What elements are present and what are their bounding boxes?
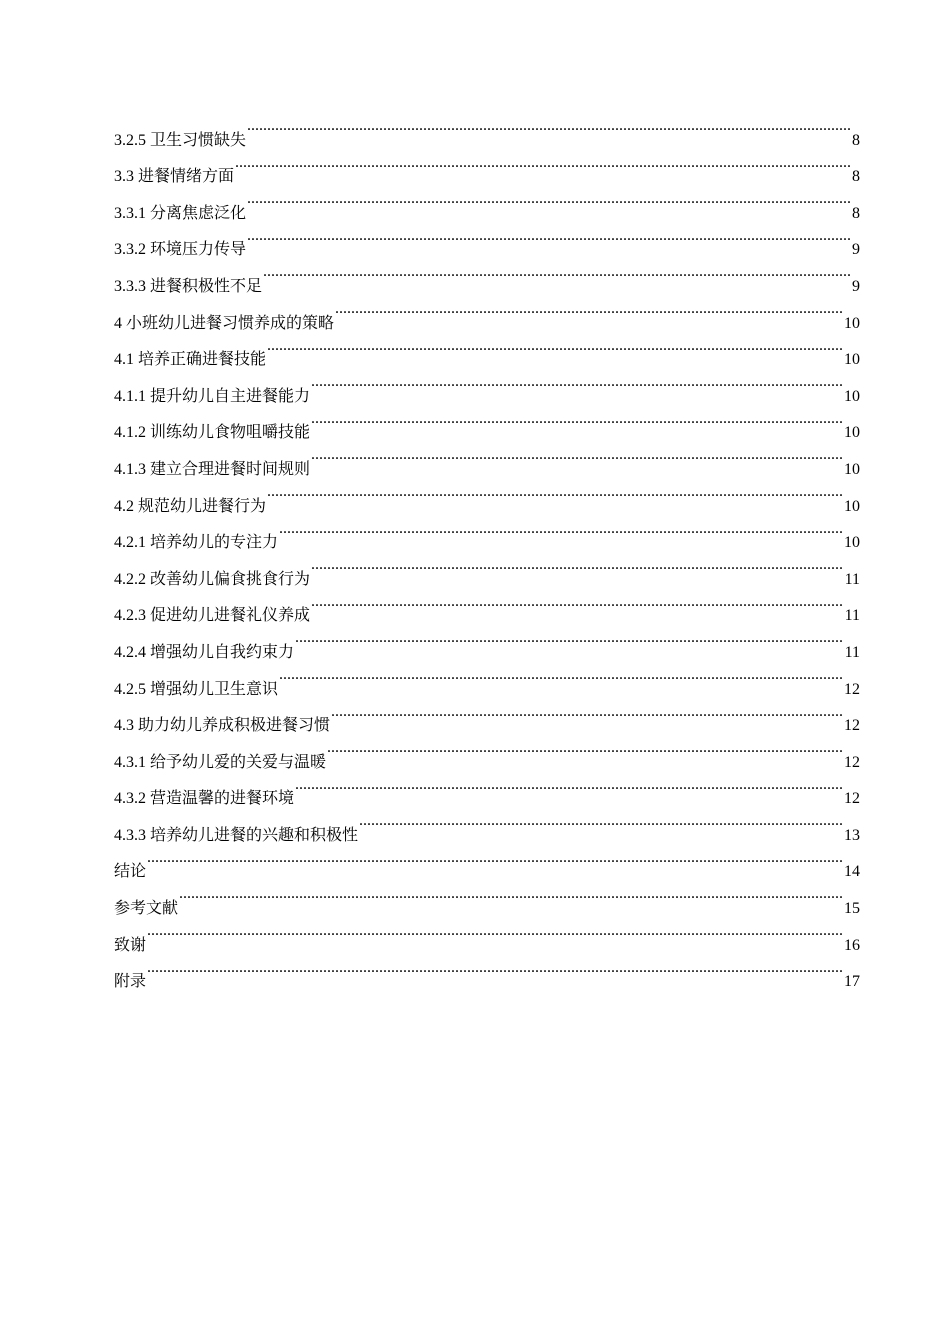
toc-entry-page: 8 — [852, 168, 860, 186]
toc-entry-page: 12 — [844, 680, 860, 698]
toc-entry-page: 13 — [844, 826, 860, 844]
toc-entry-page: 10 — [844, 497, 860, 515]
toc-entry-page: 9 — [852, 277, 860, 295]
toc-dot-leader — [311, 401, 843, 438]
toc-entry[interactable] — [114, 950, 860, 991]
toc-entry-title: 参考文献 — [114, 900, 179, 918]
toc-entry-page: 10 — [844, 387, 860, 405]
toc-entry-title: 附录 — [114, 973, 147, 991]
toc-entry-page: 10 — [844, 534, 860, 552]
toc-entry-page: 11 — [844, 570, 860, 588]
toc-entry-title: 4.1.2 训练幼儿食物咀嚼技能 — [114, 424, 311, 442]
toc-entry-title: 4.2 规范幼儿进餐行为 — [114, 497, 267, 515]
toc-entry[interactable] — [114, 840, 860, 881]
toc-entry-page: 12 — [844, 717, 860, 735]
toc-entry-title: 致谢 — [114, 936, 147, 954]
toc-dot-leader — [147, 950, 843, 987]
toc-entry-title: 4.2.5 增强幼儿卫生意识 — [114, 680, 279, 698]
toc-entry-title: 4.2.3 促进幼儿进餐礼仪养成 — [114, 607, 311, 625]
toc-entry-title: 3.2.5 卫生习惯缺失 — [114, 131, 247, 149]
toc-entry[interactable] — [114, 108, 860, 149]
toc-entry-page: 10 — [844, 314, 860, 332]
toc-entry-title: 4.2.2 改善幼儿偏食挑食行为 — [114, 570, 311, 588]
toc-dot-leader — [335, 291, 843, 328]
toc-entry-title: 4.1.1 提升幼儿自主进餐能力 — [114, 387, 311, 405]
toc-entry-page: 10 — [844, 351, 860, 369]
toc-entry-title: 3.3.1 分离焦虑泛化 — [114, 204, 247, 222]
toc-entry-page: 11 — [844, 607, 860, 625]
toc-entry-page: 10 — [844, 460, 860, 478]
toc-entry-title: 3.3 进餐情绪方面 — [114, 168, 235, 186]
toc-dot-leader — [295, 620, 844, 657]
toc-entry-page: 9 — [852, 241, 860, 259]
toc-dot-leader — [267, 328, 843, 365]
toc-entry-page: 14 — [844, 863, 860, 881]
toc-dot-leader — [247, 218, 851, 255]
toc-dot-leader — [147, 913, 843, 950]
toc-entry-title: 4.1 培养正确进餐技能 — [114, 351, 267, 369]
toc-entry[interactable] — [114, 913, 860, 954]
toc-entry-page: 15 — [844, 900, 860, 918]
toc-dot-leader — [359, 803, 843, 840]
toc-dot-leader — [179, 876, 843, 913]
toc-dot-leader — [311, 437, 843, 474]
toc-dot-leader — [311, 584, 844, 621]
toc-entry-title: 4.3 助力幼儿养成积极进餐习惯 — [114, 717, 331, 735]
toc-dot-leader — [279, 657, 843, 694]
toc-entry-title: 4.2.1 培养幼儿的专注力 — [114, 534, 279, 552]
toc-dot-leader — [263, 254, 851, 291]
toc-entry-page: 8 — [852, 131, 860, 149]
toc-dot-leader — [279, 511, 843, 548]
toc-entry-title: 3.3.2 环境压力传导 — [114, 241, 247, 259]
toc-dot-leader — [247, 108, 851, 145]
toc-dot-leader — [311, 547, 844, 584]
toc-dot-leader — [267, 474, 843, 511]
toc-entry-page: 12 — [844, 790, 860, 808]
table-of-contents — [114, 108, 860, 991]
toc-dot-leader — [327, 730, 843, 767]
toc-entry-title: 4.3.1 给予幼儿爱的关爱与温暖 — [114, 753, 327, 771]
toc-entry-title: 4 小班幼儿进餐习惯养成的策略 — [114, 314, 335, 332]
toc-dot-leader — [311, 364, 843, 401]
toc-entry[interactable] — [114, 876, 860, 918]
toc-entry-page: 17 — [844, 973, 860, 991]
toc-entry-title: 4.3.3 培养幼儿进餐的兴趣和积极性 — [114, 826, 359, 844]
toc-dot-leader — [295, 767, 843, 804]
toc-entry-page: 10 — [844, 424, 860, 442]
toc-entry-title: 4.3.2 营造温馨的进餐环境 — [114, 790, 295, 808]
toc-dot-leader — [247, 181, 851, 218]
toc-dot-leader — [235, 145, 851, 182]
toc-dot-leader — [331, 694, 843, 731]
toc-entry-title: 4.2.4 增强幼儿自我约束力 — [114, 643, 295, 661]
toc-entry-page: 16 — [844, 936, 860, 954]
toc-entry-page: 12 — [844, 753, 860, 771]
toc-entry-page: 11 — [844, 643, 860, 661]
toc-entry-title: 结论 — [114, 863, 147, 881]
toc-entry-page: 8 — [852, 204, 860, 222]
toc-entry-title: 4.1.3 建立合理进餐时间规则 — [114, 460, 311, 478]
toc-entry-title: 3.3.3 进餐积极性不足 — [114, 277, 263, 295]
toc-dot-leader — [147, 840, 843, 877]
